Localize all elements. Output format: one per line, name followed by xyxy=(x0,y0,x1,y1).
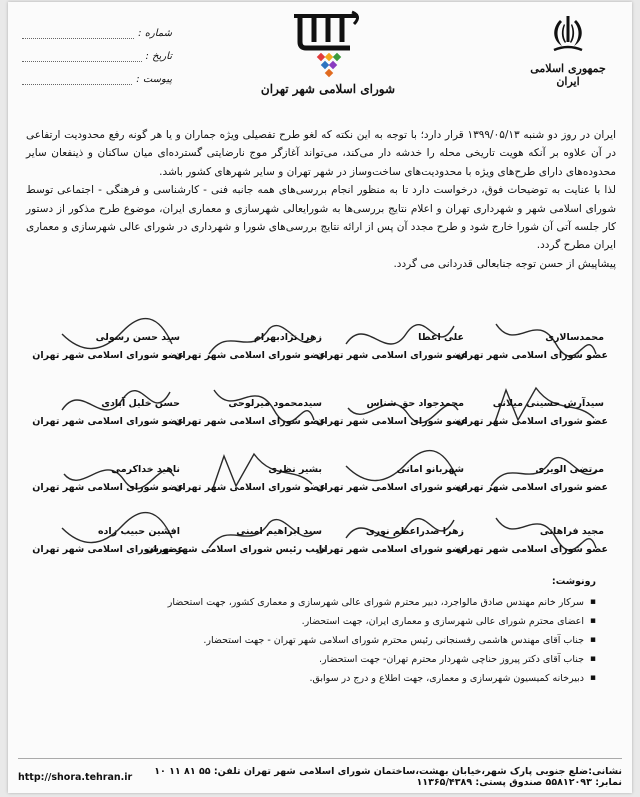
meta-number-row xyxy=(22,16,172,39)
signatory-role: عضو شورای اسلامی شهر تهران xyxy=(32,544,184,555)
iran-emblem-icon xyxy=(546,12,590,56)
footer-address: نشانی:ضلع جنوبی پارک شهر،خیابان بهشت،ساختمان شورای اسلامی شهر تهران تلفن: ۵۵ ۸۱ ۱۱ ۱۰ نمابر: ۵۵۸۱۲۰۹۳ صندوق پستی: ۱۱۳۶۵/۴۳۸۹ xyxy=(154,766,622,788)
signatory-name: سید ابراهیم امینی xyxy=(236,526,322,537)
signature-block xyxy=(145,508,328,570)
letter-sheet xyxy=(8,2,632,793)
cc-section xyxy=(38,576,602,688)
council-logo-icon xyxy=(288,10,368,80)
signatory-name: حسن خلیل آبادی xyxy=(101,398,180,409)
signatory-role: عضو شورای اسلامی شهر تهران xyxy=(456,544,608,555)
cc-item: ▪ دبیرخانه کمیسیون شهرسازی و معماری، جهت اطلاع و درج در سوابق. xyxy=(38,669,584,688)
signature-block xyxy=(174,314,328,376)
cc-item: ▪ اعضای محترم شورای عالی شهرسازی و معماری ایران، جهت استحضار. xyxy=(38,612,584,631)
signature-block xyxy=(32,508,186,570)
signatory-name: سید حسن رسولی xyxy=(95,332,180,343)
signatory-role: عضو شورای اسلامی شهر تهران xyxy=(32,350,184,361)
meta-label: تاریخ : xyxy=(145,51,172,62)
government-emblem-block xyxy=(522,12,614,88)
council-logo-block xyxy=(258,10,398,96)
signatory-role: عضو شورای اسلامی شهر تهران xyxy=(32,482,184,493)
signature-block xyxy=(456,314,610,376)
signatory-name: ناهید خداکرمی xyxy=(111,464,180,475)
signatory-role: عضو شورای اسلامی شهر تهران xyxy=(316,544,468,555)
signature-block xyxy=(456,508,610,570)
signature-block xyxy=(32,314,186,376)
signatory-name: مرتضی الویری xyxy=(535,464,604,475)
signatory-name: بشیر نظری xyxy=(268,464,322,475)
body-paragraph: لذا با عنایت به توضیحات فوق، درخواست دارد تا به منظور انجام بررسی‌های همه جانبه فنی - کارشناسی و فرهنگی - اجتماعی توسط شورای اسلامی شهر و شهرداری تهران و اعلام نتایج بررسی‌ها به شورایعالی شهرسازی و معماری ایران، موضوع طرح مذکور از دستور کار جلسه آتی آن شورا خارج شود و طرح مجدد آن پس از ارائه نتایج بررسی‌های شورا و شهرداری در شورای عالی شهرسازی و معماری ایران مطرح گردد. xyxy=(26,184,616,252)
signatory-name: شهربانو امانی xyxy=(396,464,464,475)
signatory-role: عضو شورای اسلامی شهر تهران xyxy=(174,482,326,493)
signatory-role: نایب رئیس شورای اسلامی شهر تهران xyxy=(145,544,326,555)
signatory-role: عضو شورای اسلامی شهر تهران xyxy=(456,350,608,361)
cc-title: رونوشت: xyxy=(551,576,596,587)
body-paragraph: ایران در روز دو شنبه ۱۳۹۹/۰۵/۱۳ قرار دارد؛ با توجه به این نکته که لغو طرح تفصیلی ویژه جماران و یا هر گونه رفع محدودیت ارتفاعی در آن علاوه بر آنکه هویت تاریخی محله را خدشه دار می‌کند، می‌تواند آغازگر موج نارضایتی گسترده‌ای میان ساکنان و ذینفعان سایر محدوده‌های دارای طرح‌های ویژه با محدودیت‌های ساخت‌وساز در شهر تهران و سایر شهرهای کشور باشد. xyxy=(26,129,616,178)
council-title: شورای اسلامی شهر تهران xyxy=(260,82,396,96)
signatory-name: زهرا صدراعظم نوری xyxy=(365,526,464,537)
signatory-name: سیدآرش حسینی میلانی xyxy=(492,398,604,409)
signature-block xyxy=(316,314,470,376)
signatory-name: افشین حبیب زاده xyxy=(97,526,180,537)
meta-label: شماره : xyxy=(138,28,172,39)
meta-dotted-line xyxy=(22,76,132,85)
signatory-role: عضو شورای اسلامی شهر تهران xyxy=(316,482,468,493)
cc-list xyxy=(38,593,602,688)
letter-body xyxy=(26,126,616,273)
cc-item: ▪ جناب آقای مهندس هاشمی رفسنجانی رئیس محترم شورای اسلامی شهر تهران - جهت استحضار. xyxy=(38,631,584,650)
signature-block xyxy=(316,446,470,508)
signatory-name: مجید فراهانی xyxy=(539,526,604,537)
letter-footer xyxy=(18,758,622,787)
signatory-role: عضو شورای اسلامی شهر تهران xyxy=(316,350,468,361)
cc-item: ▪ سرکار خانم مهندس صادق مالواجرد، دبیر محترم شورای عالی شهرسازی و معماری کشور، جهت استحضار xyxy=(38,593,584,612)
signatory-name: زهرا نژادبهرام xyxy=(253,332,322,343)
signatory-role: عضو شورای اسلامی شهر تهران xyxy=(456,482,608,493)
signature-block xyxy=(32,446,186,508)
signature-block xyxy=(316,380,470,442)
meta-dotted-line xyxy=(22,30,134,39)
signature-block xyxy=(174,380,328,442)
signature-block xyxy=(174,446,328,508)
signatory-role: عضو شورای اسلامی شهر تهران xyxy=(174,350,326,361)
signatory-name: محمدسالاری xyxy=(545,332,604,343)
cc-item: ▪ جناب آقای دکتر پیروز حناچی شهردار محترم تهران- جهت استحضار. xyxy=(38,650,584,669)
signatory-role: عضو شورای اسلامی شهر تهران xyxy=(316,416,468,427)
letter-meta xyxy=(22,16,172,85)
meta-date-row xyxy=(22,39,172,62)
signature-block xyxy=(456,380,610,442)
signature-block xyxy=(456,446,610,508)
signatory-name: محمدجواد حق شناس xyxy=(366,398,464,409)
signatory-name: سیدمحمود میرلوحی xyxy=(228,398,322,409)
signature-grid xyxy=(30,314,610,576)
meta-dotted-line xyxy=(22,53,142,62)
signature-block xyxy=(316,508,470,570)
government-title: جمهوری اسلامی ایران xyxy=(530,62,606,88)
signatory-role: عضو شورای اسلامی شهر تهران xyxy=(174,416,326,427)
body-closing: پیشاپیش از حسن توجه جنابعالی قدردانی می گردد. xyxy=(393,257,616,270)
signature-block xyxy=(32,380,186,442)
footer-website: http://shora.tehran.ir xyxy=(18,771,133,783)
meta-attachment-row xyxy=(22,62,172,85)
meta-label: پیوست : xyxy=(136,74,172,85)
signatory-role: عضو شورای اسلامی شهر تهران xyxy=(32,416,184,427)
signatory-role: عضو شورای اسلامی شهر تهران xyxy=(456,416,608,427)
signatory-name: علی اعطا xyxy=(418,332,464,343)
